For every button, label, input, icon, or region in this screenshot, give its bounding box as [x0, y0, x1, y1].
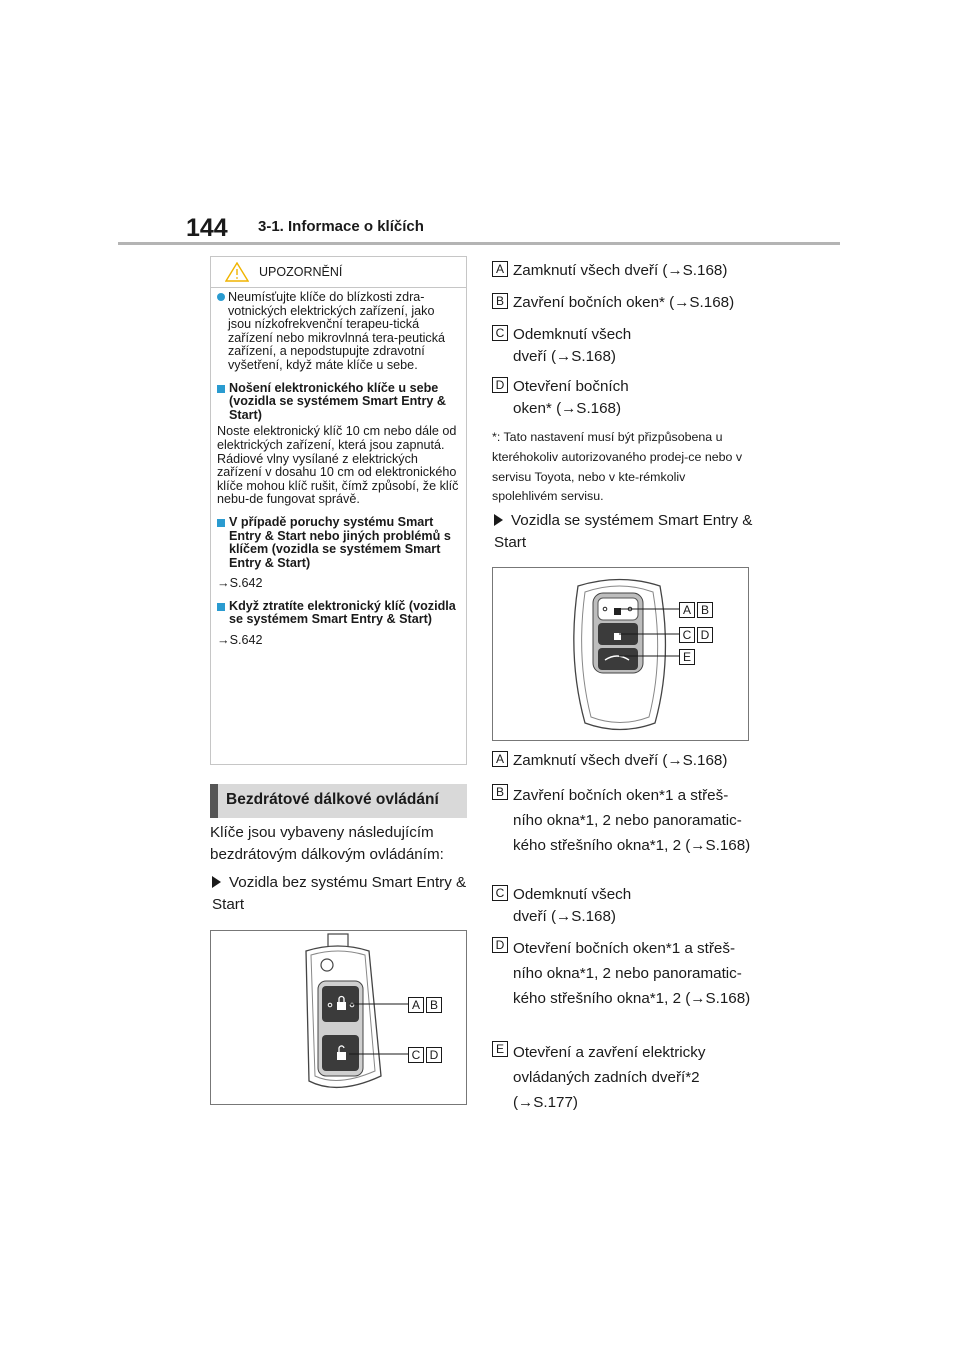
callout-e — [679, 648, 695, 666]
smart-key-illustration — [493, 568, 748, 740]
section-heading-text: Bezdrátové dálkové ovládání — [226, 791, 439, 808]
item-text: Otevření a zavření elektricky ovládaných zadních dveří*2 (→S.177) — [513, 1044, 706, 1111]
variant-heading — [212, 872, 470, 916]
callout-ab — [679, 601, 713, 619]
header-rule — [118, 242, 840, 245]
list-item — [492, 292, 754, 314]
item-letter: D — [492, 937, 508, 953]
footnote: *: Tato nastavení musí být přizpůsobena u kteréhokoliv autorizovaného prodej-ce nebo v servisu Toyota, nebo v kte-rémkoliv spolehlivém servisu. — [492, 430, 743, 504]
warning-paragraph: Noste elektronický klíč 10 cm nebo dále od elektrických zařízení, která jsou zapnutá. Rádiové vlny vysílané z elektrických zařízení v dosahu 10 cm od elektronického klíče mohou klíč rušit, čímž způsobí, že klíč nebu-de fungovat správě. — [217, 424, 459, 507]
label-d: D — [697, 627, 713, 643]
list-item — [492, 783, 757, 858]
item-text: Zamknutí všech dveří (→S.168) — [513, 262, 728, 279]
bullet-square-icon — [217, 385, 225, 393]
list-item — [492, 376, 732, 420]
key-figure-2 — [492, 567, 749, 741]
intro-text: Klíče jsou vybaveny následujícím bezdrátovým dálkovým ovládáním: — [210, 824, 444, 863]
arrow-icon — [212, 876, 221, 888]
label-b: B — [697, 602, 713, 618]
warning-subheading — [217, 600, 459, 627]
bullet-square-icon — [217, 519, 225, 527]
warning-subheading — [217, 516, 459, 570]
label-e: E — [679, 649, 695, 665]
warning-bullet-text: Neumísťujte klíče do blízkosti zdra-votnických elektrických zařízení, jako jsou nízkofrekvenční terapeu-tická zařízení nebo mikrovlnná tera-peutická zařízení, a nepodstupujte zdravotní vyšetření, když máte klíče u sebe. — [228, 290, 446, 372]
subheading-text: Když ztratíte elektronický klíč (vozidla se systémem Smart Entry & Start) — [229, 598, 456, 627]
label-b: B — [426, 997, 442, 1013]
page-reference: →S.642 — [217, 633, 263, 648]
item-text: Zavření bočních oken* (→S.168) — [513, 294, 735, 311]
item-letter: D — [492, 377, 508, 393]
bullet-square-icon — [217, 603, 225, 611]
section-title: 3-1. Informace o klíčích — [258, 218, 424, 235]
item-text: Odemknutí všech dveří (→S.168) — [513, 326, 632, 365]
item-letter: A — [492, 751, 508, 767]
key-figure-1 — [210, 930, 467, 1105]
section-heading — [210, 784, 467, 818]
variant-text: Vozidla se systémem Smart Entry & Start — [494, 512, 753, 551]
list-item — [492, 260, 754, 282]
warning-box — [210, 256, 467, 765]
item-letter: C — [492, 325, 508, 341]
callout-cd — [679, 626, 713, 644]
callout-ab — [408, 996, 442, 1014]
list-item — [492, 1040, 732, 1115]
item-letter: C — [492, 885, 508, 901]
subheading-text: V případě poruchy systému Smart Entry & Start nebo jiných problémů s klíčem (vozidla se systémem Smart Entry & Start) — [229, 514, 451, 570]
remote-key-illustration — [211, 931, 466, 1104]
variant-text: Vozidla bez systému Smart Entry & Start — [212, 874, 467, 913]
item-letter: B — [492, 784, 508, 800]
variant-heading — [494, 510, 756, 554]
item-letter: B — [492, 293, 508, 309]
item-text: Otevření bočních oken* (→S.168) — [513, 378, 629, 417]
arrow-icon — [494, 514, 503, 526]
label-a: A — [408, 997, 424, 1013]
item-text: Zavření bočních oken*1 a střeš-ního okna*1, 2 nebo panoramatic-kého střešního okna*1, 2 (→S.168) — [513, 787, 751, 854]
page-number: 144 — [186, 214, 228, 242]
item-text: Odemknutí všech dveří (→S.168) — [513, 886, 632, 925]
callout-cd — [408, 1046, 442, 1064]
page-reference: →S.642 — [217, 576, 263, 591]
warning-title: UPOZORNĚNÍ — [259, 265, 343, 279]
item-letter: A — [492, 261, 508, 277]
bullet-dot-icon — [217, 293, 225, 301]
warning-subheading — [217, 382, 459, 423]
label-c: C — [408, 1047, 424, 1063]
subheading-text: Nošení elektronického klíče u sebe (vozidla se systémem Smart Entry & Start) — [229, 380, 446, 422]
item-text: Otevření bočních oken*1 a střeš-ního okna*1, 2 nebo panoramatic-kého střešního okna*1, 2 (→S.168) — [513, 940, 751, 1007]
item-text: Zamknutí všech dveří (→S.168) — [513, 752, 728, 769]
list-item — [492, 884, 732, 928]
label-d: D — [426, 1047, 442, 1063]
label-a: A — [679, 602, 695, 618]
list-item — [492, 750, 754, 772]
label-c: C — [679, 627, 695, 643]
warning-triangle-icon — [225, 262, 249, 282]
warning-bullet — [217, 291, 459, 373]
warning-header — [211, 257, 466, 288]
list-item — [492, 936, 757, 1011]
item-letter: E — [492, 1041, 508, 1057]
list-item — [492, 324, 732, 368]
